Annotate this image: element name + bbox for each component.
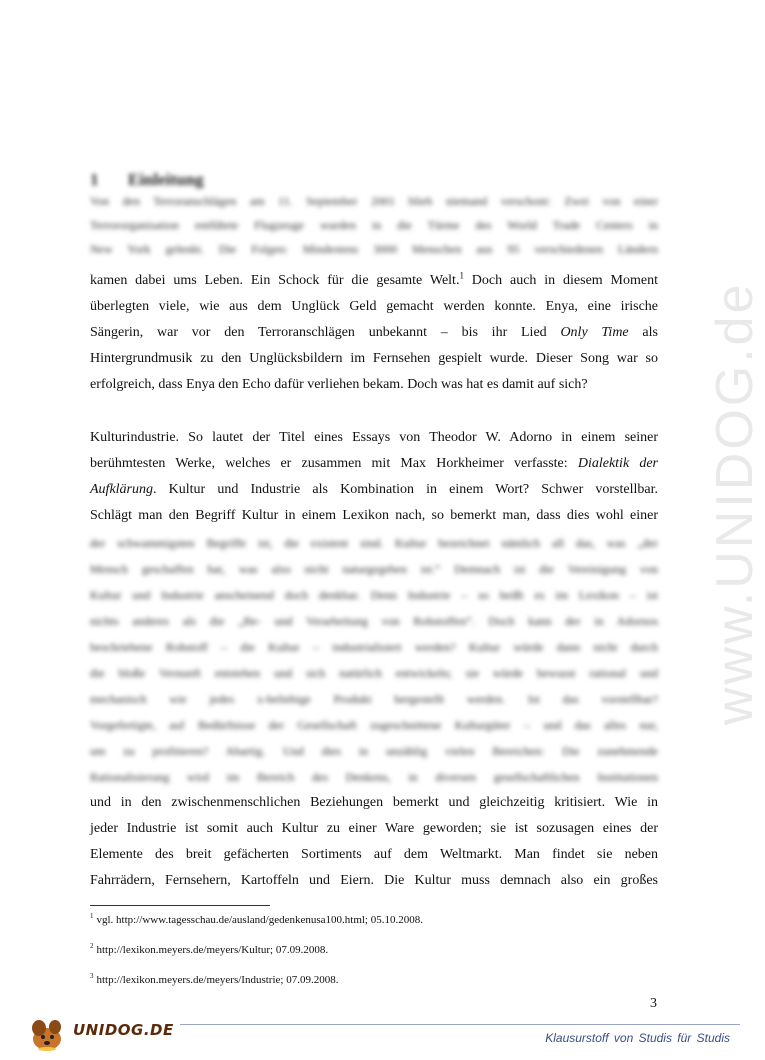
footnote	[90, 974, 338, 986]
text-line: Hintergrundmusik zu den Unglücksbildern im Fernsehen gespielt wurde. Dieser Song war so	[90, 351, 658, 366]
footnote	[90, 914, 423, 926]
text-line-blurred: mechanisch wie jedes x-beliebige Produkt hergestellt werden. Ist das vorstellbar?	[90, 692, 658, 706]
text-line-blurred: Rationalisierung wird im Bereich des Denkens, in diversen gesellschaftlichen Institutionen	[90, 770, 658, 784]
text-line-blurred: um zu profitieren? Abartig. Und dies in unzählig vielen Bereichen: Die zunehmende	[90, 744, 658, 758]
logo-text: UNIDOG.DE	[73, 1021, 174, 1039]
text-segment: berühmtesten Werke, welches er zusammen mit Max Horkheimer verfasste:	[90, 456, 578, 471]
text-line-blurred: Kultur und Industrie anscheinend doch denkbar. Denn Industrie – so heißt es im Lexikon – ist	[90, 588, 658, 602]
dog-mascot-icon	[25, 1015, 71, 1053]
text-line-blurred: Von den Terroranschlägen am 11. September 2001 blieb niemand verschont: Zwei von einer	[90, 194, 658, 208]
text-line: überlegten viele, wie aus dem Unglück Geld gemacht werden konnte. Enya, eine irische	[90, 299, 658, 314]
text-segment: Sängerin, war vor den Terroranschlägen unbekannt – bis ihr Lied	[90, 325, 561, 340]
text-line: erfolgreich, dass Enya den Echo dafür verliehen bekam. Doch was hat es damit auf sich?	[90, 377, 588, 392]
text-segment: . Kultur und Industrie als Kombination in einem Wort? Schwer vorstellbar.	[153, 482, 658, 497]
text-line-blurred: Mensch geschaffen hat, was also nicht naturgegeben ist.“ Demnach ist die Vereinigung von	[90, 562, 658, 576]
text-line-blurred: der schwammigsten Begriffe ist, die existent sind. Kultur bezeichnet nämlich all das, was „der	[90, 536, 658, 550]
text-line-blurred: die bloße Vernunft entstehen und sich natürlich entwickeln; sie würde bewusst rational und	[90, 666, 658, 680]
text-line-blurred: nichts anderes als die „Be- und Verarbeitung von Rohstoffen“. Doch kann der in Adornos	[90, 614, 658, 628]
footnote-divider	[90, 905, 270, 906]
page-number: 3	[650, 996, 657, 1011]
text-line	[90, 270, 658, 292]
section-heading	[90, 170, 204, 190]
text-line-blurred: Vorgefertigte, auf Bedürfnisse der Gesellschaft zugeschnittene Kulturgüter – und das alles nur,	[90, 718, 658, 732]
text-line-blurred: Terrororganisation entführte Flugzeuge wurden in die Türme des World Trade Centers in	[90, 218, 658, 232]
watermark: www.UNIDOG.de	[706, 281, 764, 725]
footnote-text: vgl. http://www.tagesschau.de/ausland/gedenkenusa100.html; 05.10.2008.	[96, 914, 423, 926]
footnote-text: http://lexikon.meyers.de/meyers/Kultur; 07.09.2008.	[96, 944, 329, 956]
text-line: Elemente des breit gefächerten Sortiments auf dem Weltmarkt. Man findet sie neben	[90, 847, 658, 862]
footer-divider	[180, 1024, 740, 1025]
section-title: Einleitung	[128, 170, 204, 189]
text-line: jeder Industrie ist somit auch Kultur zu einer Ware geworden; sie ist sozusagen eines der	[90, 821, 658, 836]
text-line	[90, 322, 658, 344]
book-title: Dialektik der	[577, 456, 658, 471]
text-line-blurred: beschriebene Rohstoff – die Kultur – industrialisiert werden? Kultur würde dann nicht durch	[90, 640, 658, 654]
section-number: 1	[90, 170, 99, 189]
footnote-ref: 1	[459, 270, 464, 281]
text-segment: als	[628, 325, 658, 340]
text-line	[90, 479, 658, 501]
text-line-blurred: New York gelenkt. Die Folgen: Mindestens 3000 Menschen aus 95 verschiedenen Ländern	[90, 242, 658, 256]
footnote-number: 3	[90, 972, 94, 981]
footnote	[90, 944, 328, 956]
text-segment: Doch auch in diesem Moment	[463, 273, 658, 288]
unidog-logo	[25, 1015, 174, 1053]
text-segment: kamen dabei ums Leben. Ein Schock für die gesamte Welt.	[90, 273, 460, 288]
footer-tagline: Klausurstoff von Studis für Studis	[545, 1031, 730, 1045]
footnote-text: http://lexikon.meyers.de/meyers/Industrie; 07.09.2008.	[96, 974, 339, 986]
text-line: und in den zwischenmenschlichen Beziehungen bemerkt und gleichzeitig kritisiert. Wie in	[90, 795, 658, 810]
text-line	[90, 453, 658, 475]
song-title: Only Time	[560, 325, 629, 340]
text-line: Schlägt man den Begriff Kultur in einem Lexikon nach, so bemerkt man, dass dies wohl einer	[90, 508, 658, 523]
book-title: Aufklärung	[90, 482, 153, 497]
text-line: Fahrrädern, Fernsehern, Kartoffeln und Eiern. Die Kultur muss demnach also ein großes	[90, 873, 658, 888]
text-line: Kulturindustrie. So lautet der Titel eines Essays von Theodor W. Adorno in einem seiner	[90, 430, 658, 445]
footnote-number: 1	[90, 912, 94, 921]
footnote-number: 2	[90, 942, 94, 951]
